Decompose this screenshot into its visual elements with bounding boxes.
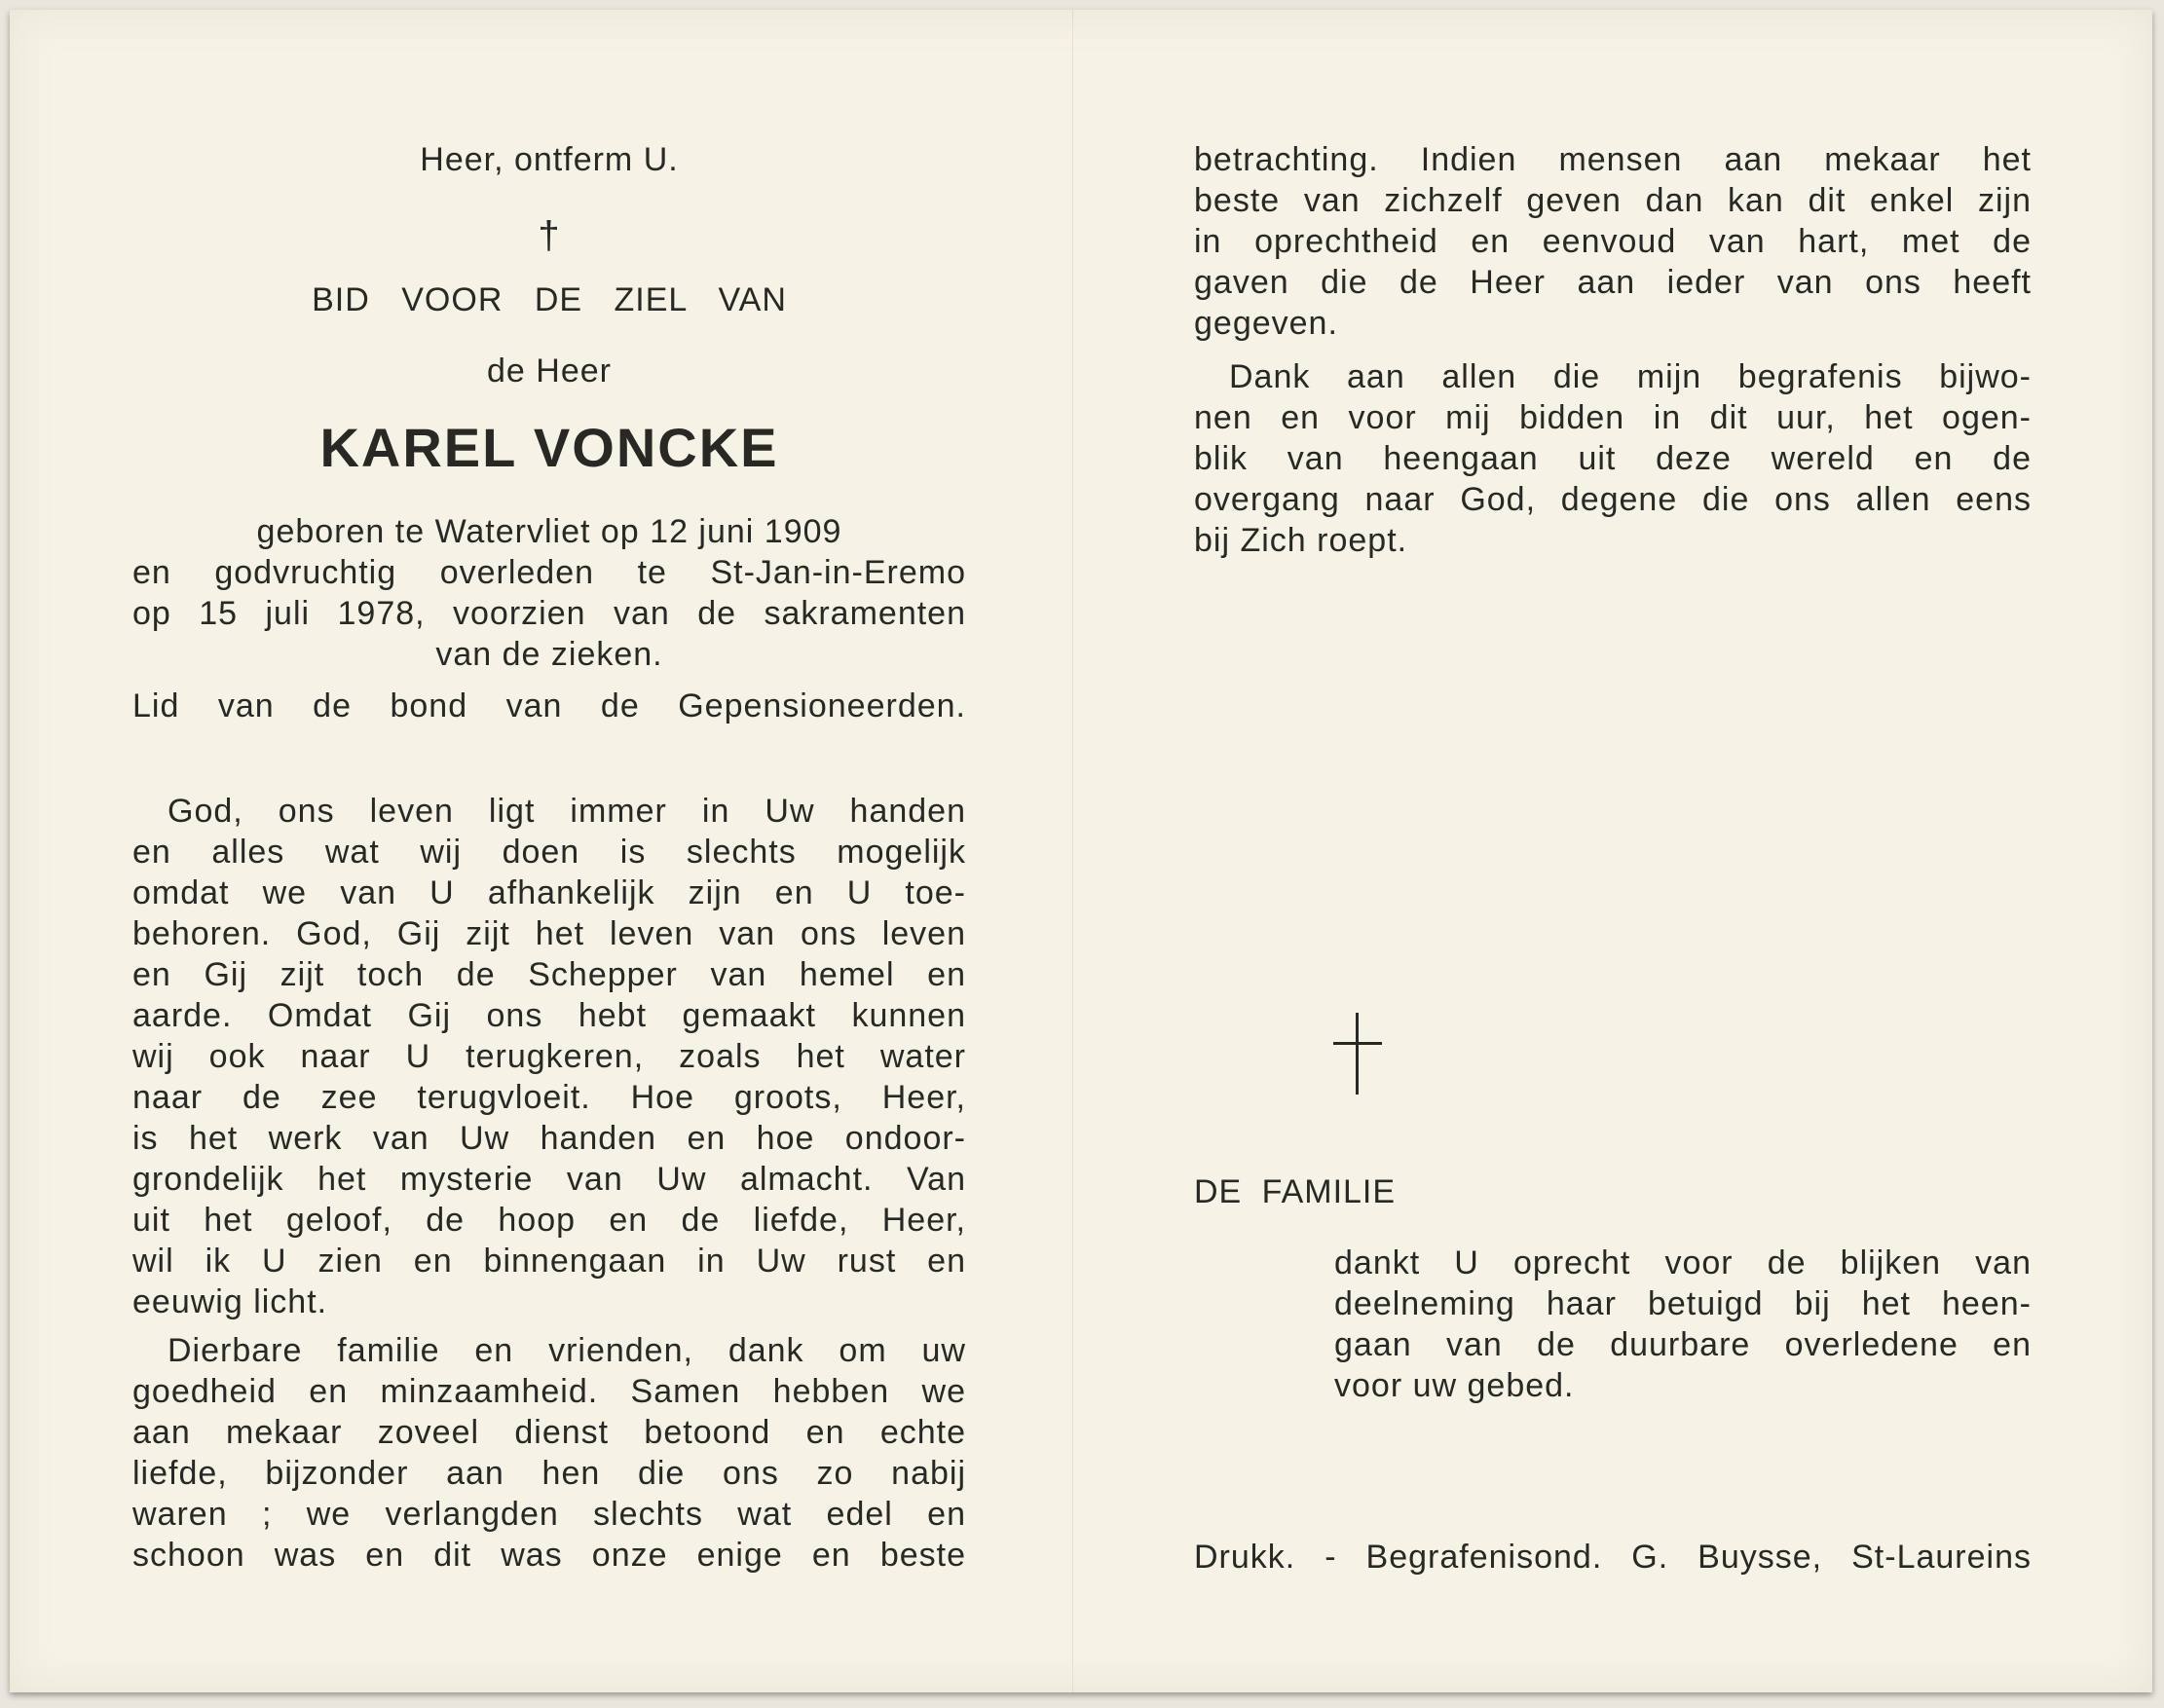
text-line: aan mekaar zoveel dienst betoond en echte [132,1414,966,1451]
bio-line: en godvruchtig overleden te St-Jan-in-Eremo [132,554,966,591]
text-line: God, ons leven ligt immer in Uw handen [168,793,966,830]
text-line: omdat we van U afhankelijk zijn en U toe- [132,874,966,911]
text-line: waren ; we verlangden slechts wat edel en [132,1496,966,1533]
text-line: goedheid en minzaamheid. Samen hebben we [132,1373,966,1410]
text-line: overgang naar God, degene die ons allen eens [1194,481,2032,518]
family-thanks [1334,1243,2032,1406]
text-line: gaven die de Heer aan ieder van ons heeft [1194,264,2032,301]
bio-line: geboren te Watervliet op 12 juni 1909 [256,513,842,550]
text-line: gegeven. [1194,305,1338,342]
text-line: beste van zichzelf geven dan kan dit enkel zijn [1194,182,2032,219]
text-line: wil ik U zien en binnengaan in Uw rust en [132,1243,966,1280]
text-line: gaan van de duurbare overledene en [1334,1326,2032,1363]
text-line: grondelijk het mysterie van Uw almacht. Van [132,1161,966,1198]
text-line: Dierbare familie en vrienden, dank om uw [168,1332,966,1369]
text-line: uit het geloof, de hoop en de liefde, Heer, [132,1202,966,1239]
family-heading: DE FAMILIE [1194,1173,1397,1210]
prayer-paragraph [132,791,966,1322]
text-line: liefde, bijzonder aan hen die ons zo nabij [132,1455,966,1492]
honorific: de Heer [487,353,612,390]
gratitude-paragraph [1194,356,2032,561]
text-line: en alles wat wij doen is slechts mogelijk [132,834,966,871]
thanks-paragraph [132,1330,966,1576]
membership: Lid van de bond van de Gepensioneerden. [132,687,966,724]
text-line: voor uw gebed. [1334,1367,1575,1404]
text-line: behoren. God, Gij zijt het leven van ons leven [132,915,966,952]
text-line: naar de zee terugvloeit. Hoe groots, Heer, [132,1079,966,1116]
text-line: is het werk van Uw handen en hoe ondoor- [132,1120,966,1157]
bio-line: op 15 juli 1978, voorzien van de sakramenten [132,595,966,632]
text-line: dankt U oprecht voor de blijken van [1334,1244,2032,1281]
text-line: deelneming haar betuigd bij het heen- [1334,1285,2032,1322]
prayer-heading: BID VOOR DE ZIEL VAN [312,281,787,318]
invocation: Heer, ontferm U. [420,141,679,178]
text-line: en Gij zijt toch de Schepper van hemel en [132,956,966,993]
text-line: Dank aan allen die mijn begrafenis bijwo- [1229,358,2032,395]
large-cross-icon [1333,1013,1382,1095]
printer-credit: Drukk. - Begrafenisond. G. Buysse, St-Laureins [1194,1539,2032,1576]
small-cross-icon: † [538,214,561,257]
deceased-name: KAREL VONCKE [319,417,779,478]
card-fold-line [1072,10,1073,1692]
text-line: in oprechtheid en eenvoud van hart, met de [1194,223,2032,260]
text-line: wij ook naar U terugkeren, zoals het water [132,1038,966,1075]
text-line: bij Zich roept. [1194,522,1408,559]
bio-block [132,511,966,675]
text-line: eeuwig licht. [132,1283,328,1320]
text-line: betrachting. Indien mensen aan mekaar het [1194,141,2032,178]
text-line: aarde. Omdat Gij ons hebt gemaakt kunnen [132,997,966,1034]
text-line: schoon was en dit was onze enige en beste [132,1537,966,1574]
bio-line: van de zieken. [435,636,663,673]
text-line: nen en voor mij bidden in dit uur, het ogen- [1194,399,2032,436]
text-line: blik van heengaan uit deze wereld en de [1194,440,2032,477]
continuation-paragraph [1194,139,2032,344]
